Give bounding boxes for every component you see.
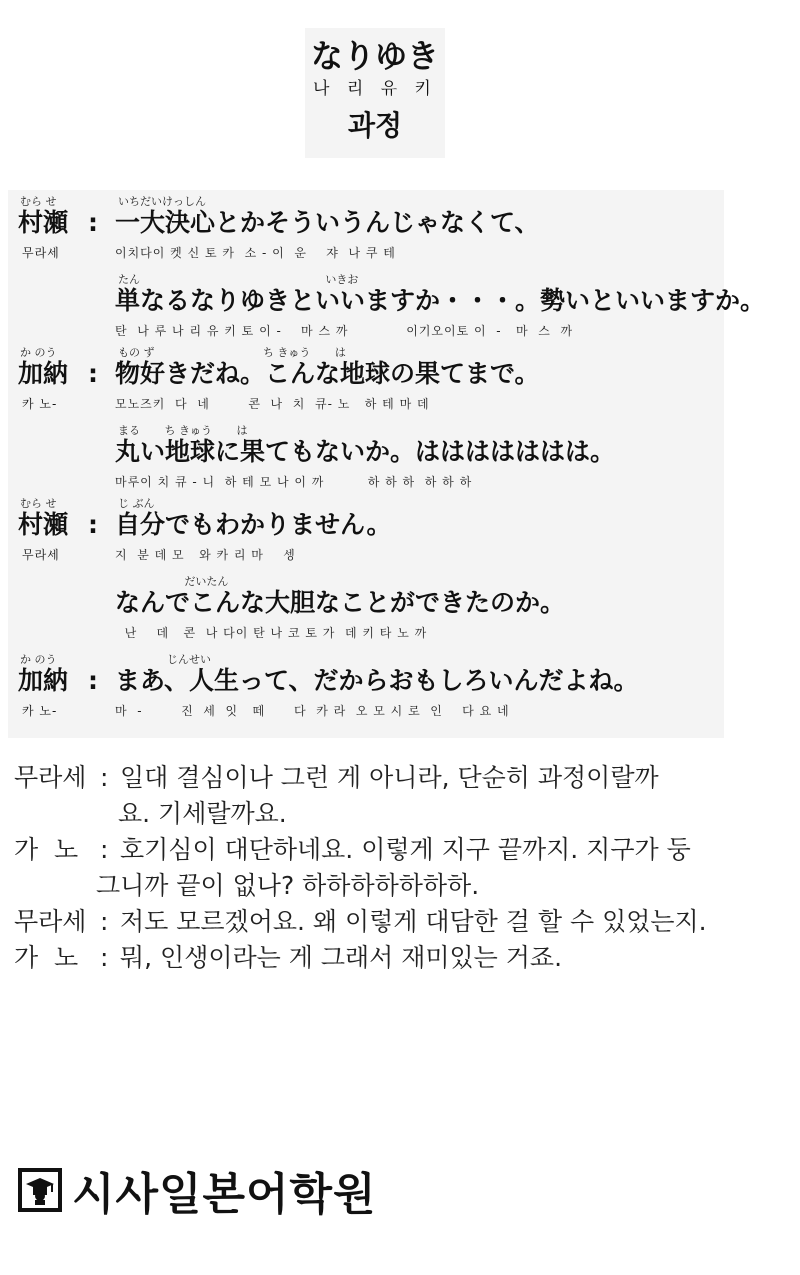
speaker-name-kr: 무라세 [22, 246, 60, 260]
speaker-ruby: か のう [20, 346, 57, 359]
speaker-name: 村瀬 [18, 208, 69, 237]
speaker-colon: : [88, 208, 98, 237]
title-reading-kr: 나 리 유 키 [313, 79, 437, 99]
dialogue-line-jp: 物好きだね。こんな地球の果てまで。 [115, 359, 540, 388]
speaker-colon: : [88, 666, 98, 695]
dialogue-line-jp: まあ、人生って、だからおもしろいんだよね。 [115, 666, 639, 695]
translation-text-cont: 그니까 끝이 없나? 하하하하하하하. [96, 871, 480, 900]
translation-text: 호기심이 대단하네요. 이렇게 지구 끝까지. 지구가 둥 [120, 835, 691, 864]
translation-block [14, 760, 794, 976]
translation-row [14, 760, 794, 832]
line-ruby: じ ぶん [118, 497, 155, 510]
translation-text: 저도 모르겠어요. 왜 이렇게 대담한 걸 할 수 있었는지. [120, 907, 707, 936]
line-ruby: だいたん [118, 575, 229, 588]
translation-row [14, 832, 794, 904]
speaker-ruby: むら せ [20, 195, 57, 208]
dialogue-box [8, 190, 766, 738]
title-kr: 과정 [347, 109, 403, 142]
title-box [305, 28, 445, 158]
speaker-name: 村瀬 [18, 510, 69, 539]
dialogue-line-jp: なんでこんな大胆なことができたのか。 [115, 588, 566, 617]
translation-colon: : [100, 907, 109, 936]
dialogue-line-kr: 지 분 데 모 와 카 리 마 셍 [115, 548, 296, 562]
translation-colon: : [100, 763, 109, 792]
speaker-name-kr: 카 노- [22, 704, 58, 718]
translation-speaker: 무라세 [14, 763, 87, 792]
speaker-name-kr: 카 노- [22, 397, 58, 411]
translation-speaker: 가 노 [14, 943, 79, 972]
speaker-colon: : [88, 359, 98, 388]
speaker-name: 加納 [18, 359, 69, 388]
translation-text: 뭐, 인생이라는 게 그래서 재미있는 거죠. [120, 943, 563, 972]
line-ruby: たん いきお [118, 273, 359, 286]
dialogue-line-jp: 丸い地球に果てもないか。ははははははは。 [115, 437, 616, 466]
dialogue-line-kr: 마루이 치 큐 - 니 하 테 모 나 이 까 하 하 하 하 하 하 [115, 475, 473, 489]
translation-row [14, 940, 794, 976]
translation-text: 일대 결심이나 그런 게 아니라, 단순히 과정이랄까 [120, 763, 659, 792]
translation-speaker: 가 노 [14, 835, 79, 864]
speaker-name: 加納 [18, 666, 69, 695]
dialogue-line-kr: 마 - 진 세 잇 떼 다 카 라 오 모 시 로 인 다 요 네 [115, 704, 510, 718]
speaker-ruby: むら せ [20, 497, 57, 510]
line-ruby: いちだいけっしん [118, 195, 206, 208]
speaker-ruby: か のう [20, 653, 57, 666]
logo [18, 1160, 377, 1220]
graduate-cap-icon [18, 1168, 62, 1212]
translation-text-cont: 요. 기세랄까요. [118, 799, 287, 828]
logo-text: 시사일본어학원 [72, 1169, 377, 1220]
line-ruby: じんせい [118, 653, 211, 666]
line-ruby: もの ず ち きゅう は [118, 346, 346, 359]
dialogue-line-jp: 単なるなりゆきといいますか・・・。勢いといいますか。 [115, 286, 766, 315]
translation-colon: : [100, 943, 109, 972]
line-ruby: まる ち きゅう は [118, 424, 248, 437]
dialogue-line-kr: 모노즈키 다 네 콘 나 치 큐- 노 하 테 마 데 [115, 397, 430, 411]
translation-colon: : [100, 835, 109, 864]
speaker-name-kr: 무라세 [22, 548, 60, 562]
title-jp: なりゆき [310, 37, 439, 75]
translation-speaker: 무라세 [14, 907, 87, 936]
translation-row [14, 904, 794, 940]
dialogue-line-jp: 一大決心とかそういうんじゃなくて、 [115, 208, 540, 237]
speaker-colon: : [88, 510, 98, 539]
dialogue-line-kr: 난 데 콘 나 다이 탄 나 코 토 가 데 키 타 노 까 [115, 626, 428, 640]
dialogue-line-jp: 自分でもわかりません。 [115, 510, 392, 539]
dialogue-line-kr: 이치다이 켓 신 토 카 소 - 이 운 쟈 나 쿠 테 [115, 246, 396, 260]
dialogue-line-kr: 탄 나 루 나 리 유 키 토 이 - 마 스 까 이기오이토 이 - 마 스 까 [115, 324, 574, 338]
